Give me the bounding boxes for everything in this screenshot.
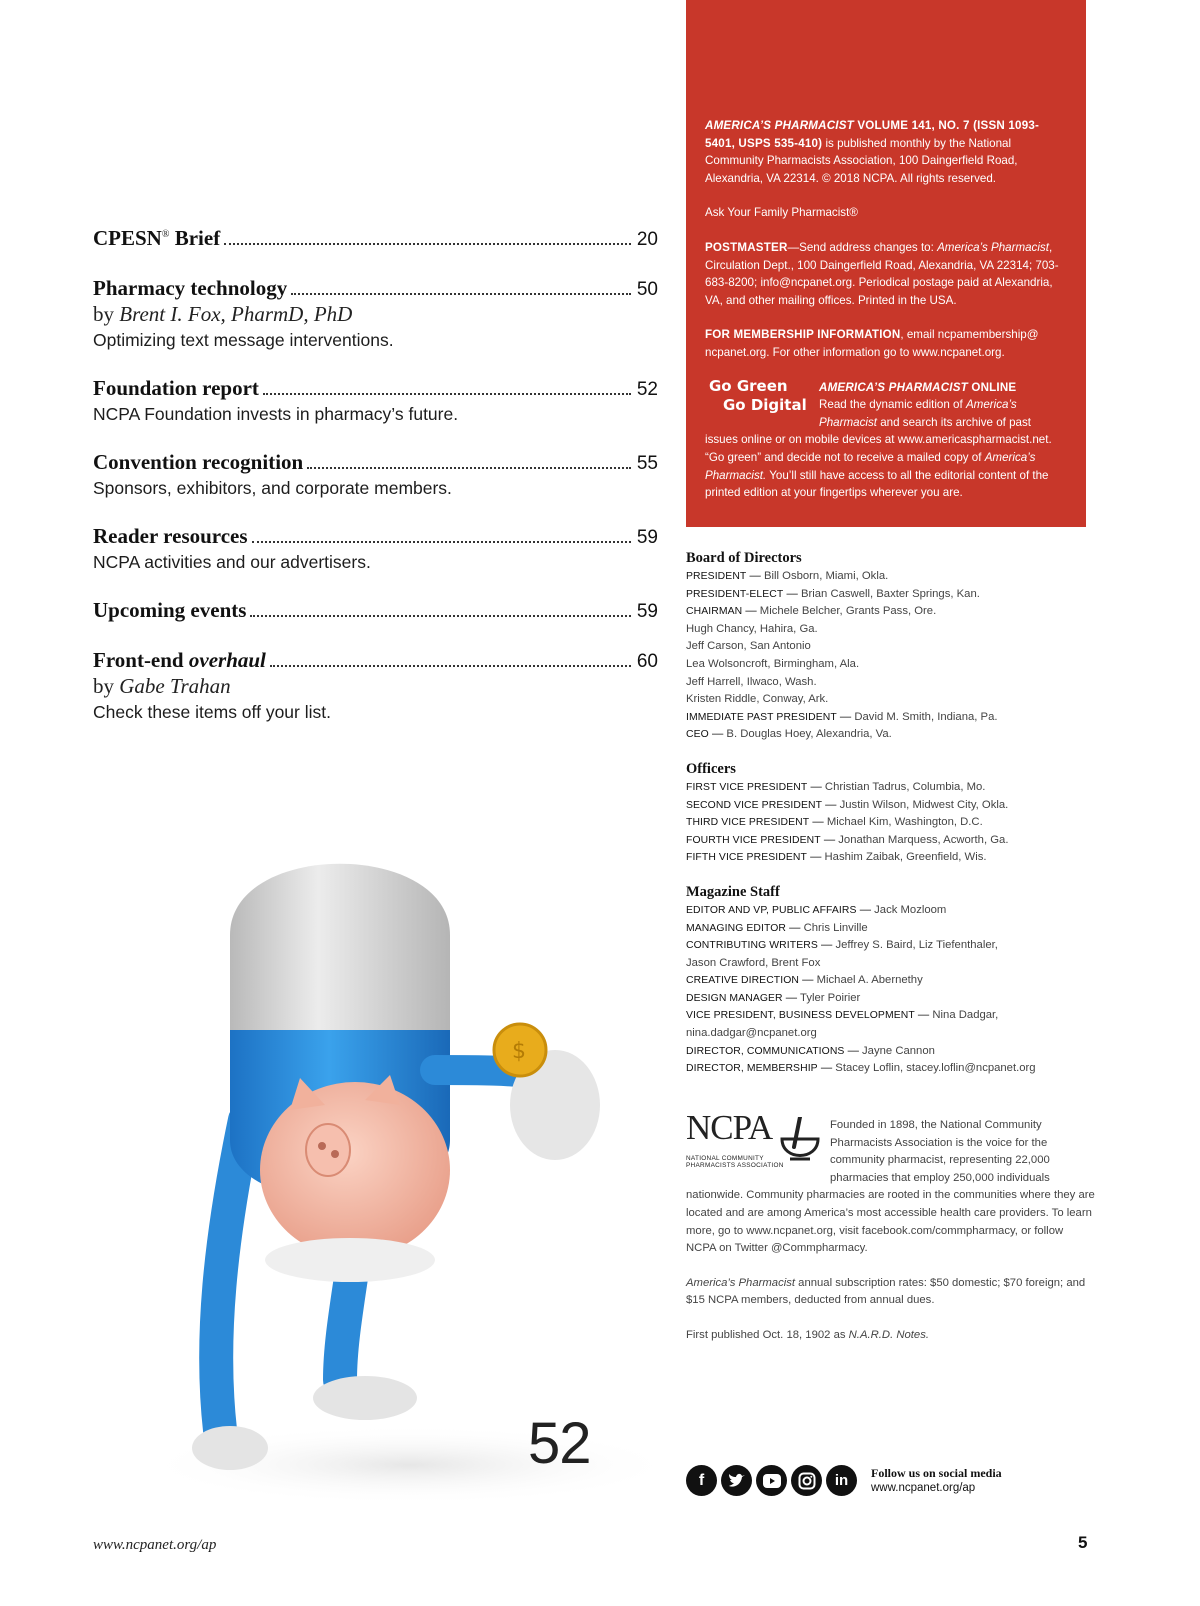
- role-label: FIFTH VICE PRESIDENT: [686, 852, 807, 864]
- role-holder: nina.dadgar@ncpanet.org: [686, 1027, 817, 1040]
- role-holder: B. Douglas Hoey, Alexandria, Va.: [726, 728, 892, 741]
- magazine-staff: [686, 883, 1096, 1078]
- toc-title: Reader resources: [93, 524, 248, 548]
- masthead-row: CONTRIBUTING WRITERS — Jeffrey S. Baird, Liz Tiefenthaler,: [686, 939, 998, 952]
- leader-dots: [291, 293, 631, 295]
- ncpa-logo: NCPA NATIONAL COMMUNITY PHARMACISTS ASSOCIATION: [686, 1117, 826, 1175]
- role-label: FIRST VICE PRESIDENT: [686, 781, 808, 793]
- subscription-rates: America’s Pharmacist annual subscription rates: $50 domestic; $70 foreign; and $15 NCPA members, deducted from annual dues.: [686, 1276, 1086, 1307]
- masthead-row: DIRECTOR, COMMUNICATIONS — Jayne Cannon: [686, 1044, 935, 1057]
- leader-dots: [224, 243, 631, 245]
- toc-title: Convention recognition: [93, 450, 304, 474]
- toc-byline: by Brent I. Fox, PharmD, PhD: [93, 302, 353, 326]
- role-label: PRESIDENT-ELECT: [686, 588, 784, 600]
- svg-text:Go Green: Go Green: [709, 376, 788, 395]
- masthead-row: [686, 674, 1096, 692]
- leader-dots: [252, 541, 631, 543]
- membership-info: FOR MEMBERSHIP INFORMATION, email ncpamembership@ ncpanet.org. For other information go to www.ncpanet.org.: [705, 328, 1039, 359]
- officers: [686, 760, 1096, 867]
- masthead-row: FIRST VICE PRESIDENT — Christian Tadrus, Columbia, Mo.: [686, 780, 986, 793]
- role-holder: Christian Tadrus, Columbia, Mo.: [824, 780, 986, 793]
- tagline: Ask Your Family Pharmacist®: [705, 206, 858, 220]
- footer-url[interactable]: www.ncpanet.org/ap: [93, 1537, 217, 1553]
- toc-description: Sponsors, exhibitors, and corporate members.: [93, 478, 452, 498]
- postmaster-info: POSTMASTER—Send address changes to: America’s Pharmacist, Circulation Dept., 100 Daingerfield Road, Alexandria, VA 22314; 703-683-8200; info@ncpanet.org. Periodical postage paid at Alexandria, VA, and other mailing offices. Printed in the USA.: [705, 240, 1059, 307]
- online-info: Go Green Go Digital AMERICA’S PHARMACIST ONLINE Read the dynamic edition of America’s Pharmacist and search its archive of past issues online or on mobile devices at www.americaspharmacist.net. “Go green” and decide not to receive a mailed copy of America’s Pharmacist. You’ll still have access to all the editorial content of the printed edition at your fingertips wherever you are.: [705, 376, 1052, 500]
- role-holder: Hashim Zaibak, Greenfield, Wis.: [824, 851, 987, 864]
- facebook-icon[interactable]: f: [686, 1465, 717, 1496]
- role-label: DIRECTOR, MEMBERSHIP: [686, 1063, 818, 1075]
- role-label: MANAGING EDITOR: [686, 922, 787, 934]
- social-media-bar: [686, 1465, 1002, 1496]
- role-label: CEO: [686, 729, 709, 741]
- toc-entry-convention-recognition[interactable]: [93, 450, 658, 499]
- masthead-row: PRESIDENT-ELECT — Brian Caswell, Baxter Springs, Kan.: [686, 587, 980, 600]
- masthead-row: [686, 638, 1096, 656]
- masthead-row: CEO — B. Douglas Hoey, Alexandria, Va.: [686, 728, 892, 741]
- go-green-logo: [703, 375, 813, 415]
- masthead-row: MANAGING EDITOR — Chris Linville: [686, 921, 868, 934]
- masthead-row: SECOND VICE PRESIDENT — Justin Wilson, Midwest City, Okla.: [686, 798, 1009, 811]
- toc-page-number: 20: [636, 229, 658, 250]
- role-label: PRESIDENT: [686, 571, 747, 582]
- role-holder: Michele Belcher, Grants Pass, Ore.: [759, 605, 937, 618]
- publication-statement: AMERICA’S PHARMACIST VOLUME 141, NO. 7 (ISSN 1093-5401, USPS 535-410) is published monthly by the National Community Pharmacists Association, 100 Daingerfield Road, Alexandria, VA 22314. © 2018 NCPA. All rights reserved.: [705, 119, 1040, 185]
- leader-dots: [250, 615, 630, 617]
- role-holder: David M. Smith, Indiana, Pa.: [854, 710, 998, 723]
- role-holder: Michael Kim, Washington, D.C.: [826, 816, 983, 829]
- first-published: First published Oct. 18, 1902 as N.A.R.D. Notes.: [686, 1328, 929, 1341]
- toc-entry-foundation-report[interactable]: [93, 376, 658, 425]
- publication-info-box: [686, 0, 1086, 527]
- ncpa-description: Founded in 1898, the National Community Pharmacists Association is the voice for the community pharmacist, representing 22,000 pharmacies that employ 250,000 individuals nationwide. Community pharmacies are rooted in the communities where they are located and are among America’s most accessible health care providers. To learn more, go to www.ncpanet.org, visit facebook.com/commpharmacy, or follow NCPA on Twitter @Commpharmacy.: [686, 1119, 1095, 1255]
- featured-page-number: 52: [528, 1411, 591, 1476]
- masthead-row: [686, 656, 1096, 674]
- footer-page-number: 5: [1078, 1533, 1088, 1552]
- masthead-row: CREATIVE DIRECTION — Michael A. Abernethy: [686, 974, 923, 987]
- linkedin-icon[interactable]: in: [826, 1465, 857, 1496]
- role-label: CHAIRMAN: [686, 606, 743, 618]
- masthead-row: [686, 955, 1096, 973]
- leader-dots: [307, 467, 631, 469]
- role-holder: Hugh Chancy, Hahira, Ga.: [686, 622, 818, 635]
- toc-page-number: 59: [636, 527, 658, 548]
- role-label: CONTRIBUTING WRITERS: [686, 940, 818, 952]
- masthead-row: THIRD VICE PRESIDENT — Michael Kim, Washington, D.C.: [686, 816, 983, 829]
- toc-title: CPESN® Brief: [93, 226, 221, 250]
- role-holder: Brian Caswell, Baxter Springs, Kan.: [800, 587, 980, 600]
- toc-page-number: 55: [636, 453, 658, 474]
- toc-entry-upcoming-events[interactable]: [93, 598, 658, 623]
- leader-dots: [263, 393, 631, 395]
- role-label: IMMEDIATE PAST PRESIDENT: [686, 711, 837, 723]
- leader-dots: [270, 665, 631, 667]
- role-holder: Tyler Poirier: [800, 991, 861, 1004]
- masthead-row: PRESIDENT — Bill Osborn, Miami, Okla.: [686, 570, 889, 582]
- role-holder: Lea Wolsoncroft, Birmingham, Ala.: [686, 657, 860, 670]
- toc-entry-reader-resources[interactable]: [93, 524, 658, 573]
- role-holder: Jayne Cannon: [862, 1044, 935, 1057]
- role-label: THIRD VICE PRESIDENT: [686, 817, 810, 829]
- toc-description: Optimizing text message interventions.: [93, 330, 394, 350]
- role-holder: Jonathan Marquess, Acworth, Ga.: [838, 833, 1009, 846]
- toc-page-number: 52: [636, 379, 658, 400]
- twitter-icon[interactable]: [721, 1465, 752, 1496]
- role-label: DIRECTOR, COMMUNICATIONS: [686, 1045, 845, 1057]
- toc-title: Upcoming events: [93, 598, 247, 622]
- masthead-row: IMMEDIATE PAST PRESIDENT — David M. Smith, Indiana, Pa.: [686, 710, 998, 723]
- role-holder: Jeff Harrell, Ilwaco, Wash.: [686, 675, 817, 688]
- masthead-row: FOURTH VICE PRESIDENT — Jonathan Marquess, Acworth, Ga.: [686, 833, 1009, 846]
- ncpa-about: [686, 1108, 1096, 1362]
- role-label: VICE PRESIDENT, BUSINESS DEVELOPMENT: [686, 1010, 915, 1022]
- toc-title: Pharmacy technology: [93, 276, 288, 300]
- masthead-row: DIRECTOR, MEMBERSHIP — Stacey Loflin, stacey.loflin@ncpanet.org: [686, 1062, 1036, 1075]
- toc-byline: by Gabe Trahan: [93, 674, 231, 698]
- board-of-directors: [686, 549, 1096, 744]
- toc-title: Foundation report: [93, 376, 259, 400]
- svg-text:Go Digital: Go Digital: [723, 395, 807, 414]
- role-holder: Jason Crawford, Brent Fox: [686, 956, 821, 969]
- masthead-row: DESIGN MANAGER — Tyler Poirier: [686, 991, 861, 1004]
- section-heading: Board of Directors: [686, 550, 802, 566]
- role-holder: Chris Linville: [803, 921, 868, 934]
- role-holder: Nina Dadgar,: [932, 1009, 999, 1022]
- toc-page-number: 59: [636, 601, 658, 622]
- role-label: SECOND VICE PRESIDENT: [686, 799, 823, 811]
- role-holder: Jeff Carson, San Antonio: [686, 640, 811, 653]
- role-holder: Justin Wilson, Midwest City, Okla.: [839, 798, 1009, 811]
- youtube-icon[interactable]: [756, 1465, 787, 1496]
- social-url[interactable]: www.ncpanet.org/ap: [871, 1481, 976, 1494]
- instagram-icon[interactable]: [791, 1465, 822, 1496]
- role-label: FOURTH VICE PRESIDENT: [686, 834, 821, 846]
- toc-description: NCPA activities and our advertisers.: [93, 552, 371, 572]
- masthead-row: VICE PRESIDENT, BUSINESS DEVELOPMENT — Nina Dadgar,: [686, 1009, 999, 1022]
- toc-page-number: 60: [636, 651, 658, 672]
- pill-character-illustration: [150, 820, 710, 1510]
- masthead-row: FIFTH VICE PRESIDENT — Hashim Zaibak, Greenfield, Wis.: [686, 851, 987, 864]
- toc-entry-cpesn[interactable]: [93, 226, 658, 251]
- masthead-row: CHAIRMAN — Michele Belcher, Grants Pass, Ore.: [686, 605, 937, 618]
- svg-text:$: $: [512, 1039, 526, 1064]
- table-of-contents: [93, 226, 658, 748]
- toc-description: Check these items off your list.: [93, 702, 331, 722]
- role-holder: Bill Osborn, Miami, Okla.: [763, 570, 889, 582]
- section-heading: Officers: [686, 760, 736, 777]
- role-holder: Kristen Riddle, Conway, Ark.: [686, 693, 829, 706]
- role-holder: Jeffrey S. Baird, Liz Tiefenthaler,: [835, 939, 998, 952]
- masthead-row: [686, 1025, 1096, 1043]
- masthead: [686, 549, 1096, 1094]
- toc-entry-front-end-overhaul[interactable]: [93, 648, 658, 723]
- toc-entry-pharmacy-technology[interactable]: [93, 276, 658, 351]
- role-holder: Jack Mozloom: [874, 903, 947, 916]
- role-label: CREATIVE DIRECTION: [686, 975, 800, 987]
- role-holder: Michael A. Abernethy: [816, 974, 923, 987]
- role-label: EDITOR AND VP, PUBLIC AFFAIRS: [686, 904, 857, 916]
- masthead-row: EDITOR AND VP, PUBLIC AFFAIRS — Jack Mozloom: [686, 903, 947, 916]
- toc-page-number: 50: [636, 279, 658, 300]
- toc-description: NCPA Foundation invests in pharmacy’s future.: [93, 404, 459, 424]
- section-heading: Magazine Staff: [686, 883, 780, 900]
- masthead-row: [686, 621, 1096, 639]
- masthead-row: [686, 691, 1096, 709]
- mortar-pestle-icon: [778, 1117, 824, 1167]
- role-label: DESIGN MANAGER: [686, 992, 783, 1004]
- social-caption: Follow us on social media www.ncpanet.org/ap: [871, 1465, 1002, 1494]
- toc-title: Front-end overhaul: [93, 648, 266, 672]
- role-holder: Stacey Loflin, stacey.loflin@ncpanet.org: [835, 1062, 1036, 1075]
